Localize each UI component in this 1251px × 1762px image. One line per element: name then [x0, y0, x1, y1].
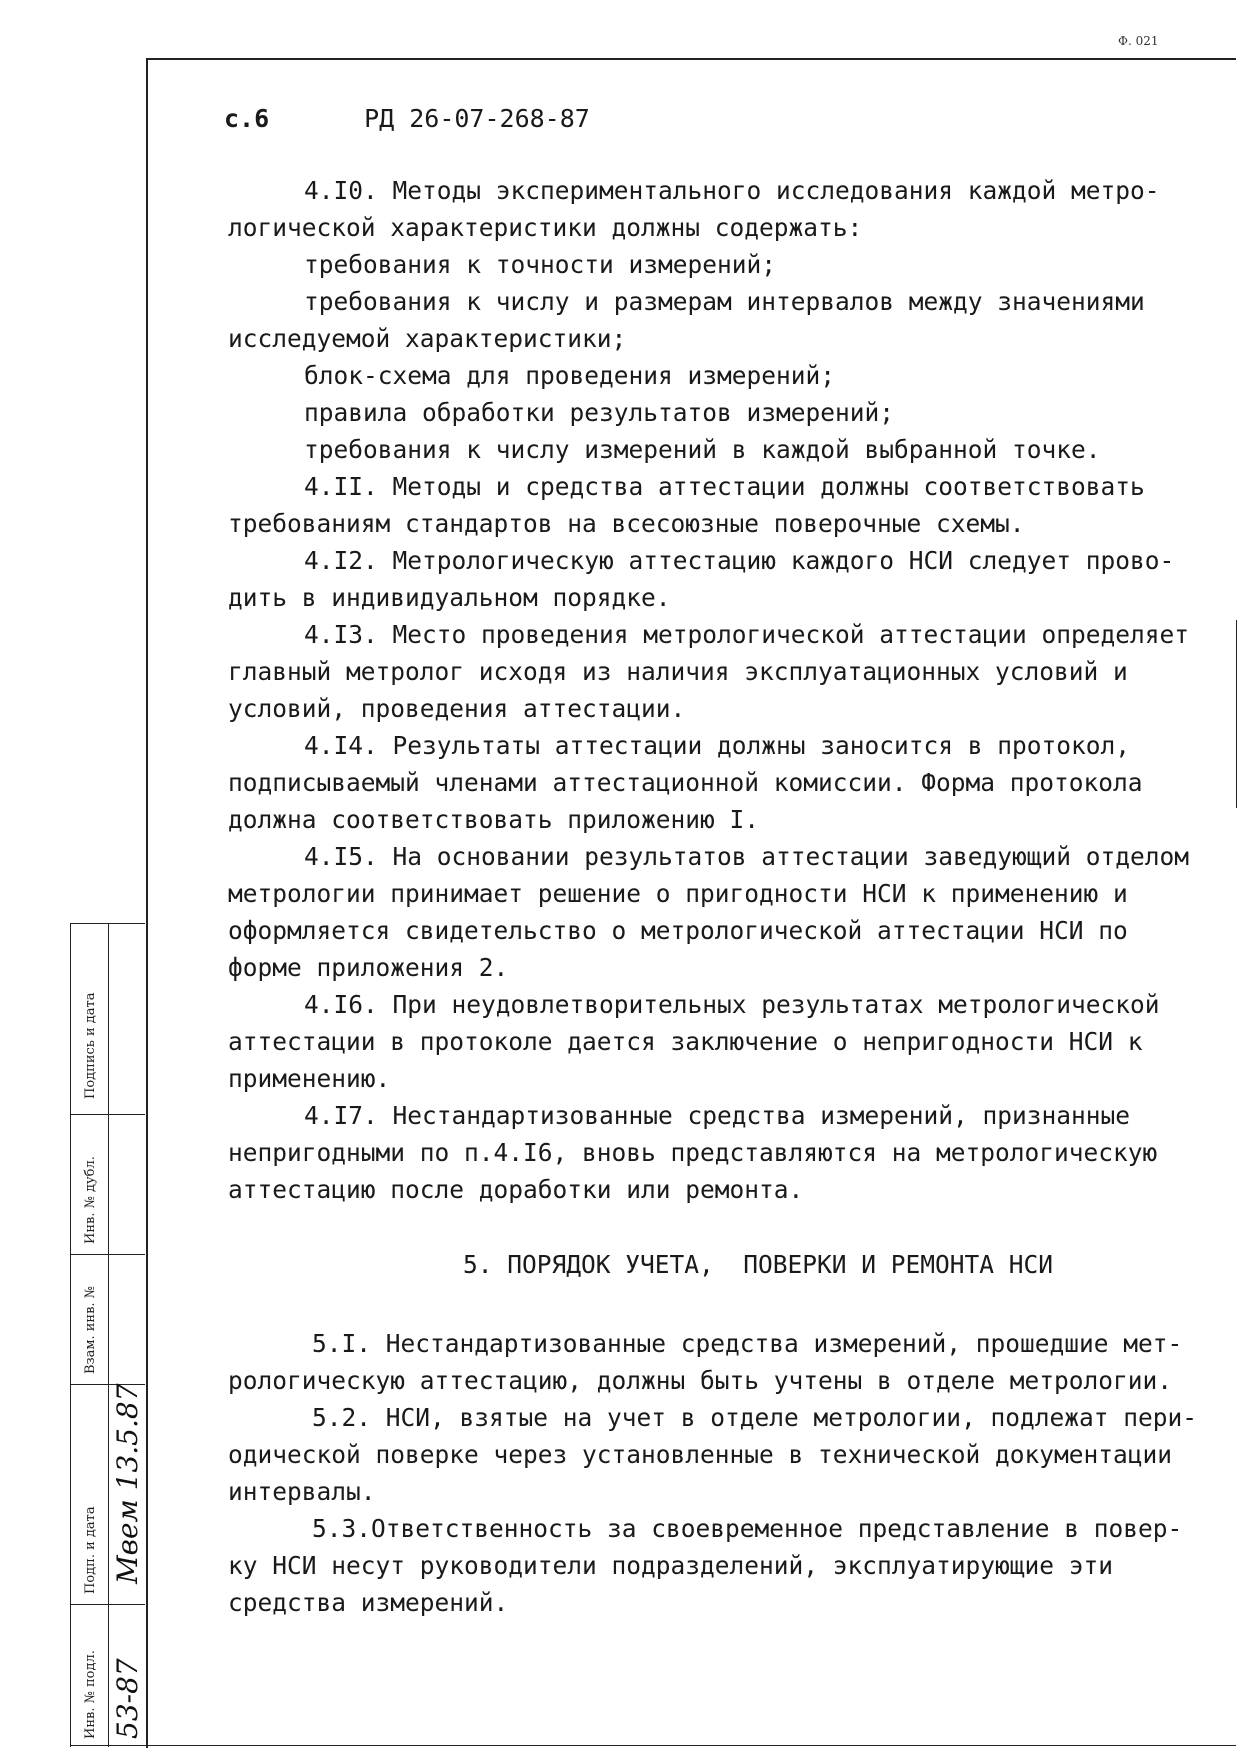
text-line: дить в индивидуальном порядке. [228, 583, 671, 612]
text-line: аттестацию после доработки или ремонта. [228, 1175, 804, 1204]
text-line: 4.I4. Результаты аттестации должны заносится в протокол, [304, 731, 1131, 760]
body-text-section-4 [228, 172, 1238, 1208]
stamp-signature-date: Мвем 13.5.87 [111, 1383, 144, 1584]
text-line: требования к точности измерений; [304, 250, 777, 279]
text-line: правила обработки результатов измерений; [304, 398, 895, 427]
stamp-divider [71, 1604, 145, 1605]
text-line: 5.3.Ответственность за своевременное представление в повер- [312, 1514, 1183, 1543]
text-line: требованиям стандартов на всесоюзные поверочные схемы. [228, 509, 1025, 538]
text-line: логической характеристики должны содержать: [228, 213, 863, 242]
text-line: 4.II. Методы и средства аттестации должны соответствовать [304, 472, 1145, 501]
text-line: рологическую аттестацию, должны быть учтены в отделе метрологии. [228, 1366, 1173, 1395]
text-line: метрологии принимает решение о пригодности НСИ к применению и [228, 879, 1128, 908]
body-text-section-5 [228, 1325, 1238, 1621]
text-line: 4.I6. При неудовлетворительных результатах метрологической [304, 990, 1160, 1019]
stamp-label-inv-dubl: Инв. № дубл. [83, 1156, 98, 1244]
stamp-label-podpis-data: Подпись и дата [83, 992, 98, 1099]
text-line: должна соответствовать приложению I. [228, 805, 760, 834]
text-line: средства измерений. [228, 1588, 509, 1617]
text-line: оформляется свидетельство о метрологической аттестации НСИ по [228, 916, 1128, 945]
text-line: подписываемый членами аттестационной комиссии. Форма протокола [228, 768, 1143, 797]
text-line: 5.I. Нестандартизованные средства измерений, прошедшие мет- [312, 1329, 1183, 1358]
text-line: исследуемой характеристики; [228, 324, 627, 353]
document-code: РД 26-07-268-87 [364, 104, 590, 133]
registration-stamp [70, 923, 145, 1747]
text-line: применению. [228, 1064, 391, 1093]
text-line: интервалы. [228, 1477, 376, 1506]
text-line: главный метролог исходя из наличия эксплуатационных условий и [228, 657, 1128, 686]
page-number: с.6 [224, 104, 270, 133]
stamp-divider [108, 924, 109, 1747]
text-line: 4.I2. Метрологическую аттестацию каждого НСИ следует прово- [304, 546, 1175, 575]
text-line: форме приложения 2. [228, 953, 509, 982]
stamp-label-inv-podl: Инв. № подл. [83, 1650, 98, 1739]
text-line: аттестации в протоколе дается заключение о непригодности НСИ к [228, 1027, 1143, 1056]
stamp-label-vzam-inv: Взам. инв. № [83, 1286, 98, 1374]
text-line: 5.2. НСИ, взятые на учет в отделе метрологии, подлежат пери- [312, 1403, 1198, 1432]
stamp-label-podp-data: Подп. и дата [83, 1506, 98, 1594]
frame-bottom-rule [70, 1745, 1236, 1746]
text-line: одической поверке через установленные в технической документации [228, 1440, 1173, 1469]
frame-left-rule [146, 58, 148, 1748]
page-header [224, 104, 590, 133]
text-line: 4.I7. Нестандартизованные средства измерений, признанные [304, 1101, 1131, 1130]
text-line: 4.I3. Место проведения метрологической аттестации определяет [304, 620, 1190, 649]
text-line: условий, проведения аттестации. [228, 694, 686, 723]
stamp-divider [71, 1114, 145, 1115]
text-line: ку НСИ несут руководители подразделений, эксплуатирующие эти [228, 1551, 1114, 1580]
frame-top-rule [146, 58, 1236, 60]
text-line: непригодными по п.4.I6, вновь представляются на метрологическую [228, 1138, 1158, 1167]
stamp-inv-number: 53-87 [111, 1658, 144, 1739]
section-5-heading: 5. ПОРЯДОК УЧЕТА, ПОВЕРКИ И РЕМОНТА НСИ [463, 1250, 1054, 1279]
text-line: 4.I0. Методы экспериментального исследования каждой метро- [304, 176, 1160, 205]
text-line: требования к числу измерений в каждой выбранной точке. [304, 435, 1101, 464]
text-line: требования к числу и размерам интервалов между значениями [304, 287, 1145, 316]
text-line: блок-схема для проведения измерений; [304, 361, 836, 390]
form-code: Ф. 021 [1118, 34, 1159, 48]
text-line: 4.I5. На основании результатов аттестации заведующий отделом [304, 842, 1190, 871]
stamp-divider [71, 1254, 145, 1255]
